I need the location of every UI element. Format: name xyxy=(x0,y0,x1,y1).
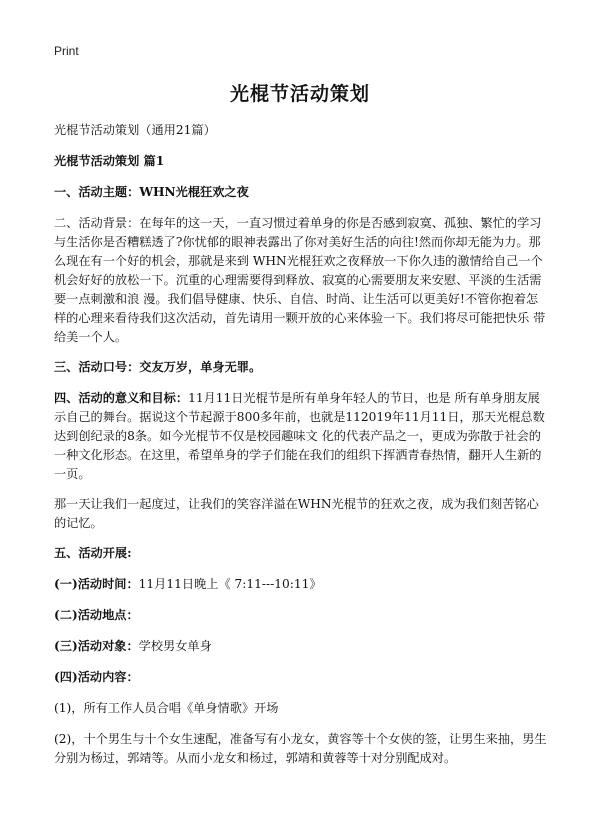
section-heading: 光棍节活动策划 篇1 xyxy=(54,154,165,168)
document-body xyxy=(54,121,550,779)
time-label: (一)活动时间： xyxy=(54,577,139,591)
document-subtitle: 光棍节活动策划（通用21篇） xyxy=(54,123,216,137)
print-link[interactable]: Print xyxy=(54,44,79,58)
significance-paragraph xyxy=(54,389,550,484)
theme-paragraph xyxy=(54,183,550,202)
theme-text: WHN光棍狂欢之夜 xyxy=(139,185,249,199)
closing-paragraph: 那一天让我们一起度过，让我们的笑容洋溢在WHN光棍节的狂欢之夜，成为我们刻苦铭心的记忆。 xyxy=(54,497,539,530)
content-item-2: (2)，十个男生与十个女生速配，准备写有小龙女，黄容等十个女侠的签，让男生来抽，男生分别为杨过，郭靖等。从而小龙女和杨过，郭靖和黄蓉等十对分别配成对。 xyxy=(54,732,547,765)
slogan-paragraph: 三、活动口号：交友万岁，单身无罪。 xyxy=(54,360,262,374)
audience-paragraph xyxy=(54,637,550,656)
audience-text: 学校男女单身 xyxy=(138,639,212,653)
theme-label: 一、活动主题： xyxy=(54,185,140,199)
content-heading: (四)活动内容： xyxy=(54,670,139,684)
location-label: (二)活动地点： xyxy=(54,608,139,622)
page-title: 光棍节活动策划 xyxy=(229,83,370,105)
time-text: 11月11日晚上《 7:11---10:11》 xyxy=(138,577,322,591)
significance-label: 四、活动的意义和目标： xyxy=(54,391,189,405)
time-paragraph xyxy=(54,575,550,594)
background-paragraph: 二、活动背景：在每年的这一天，一直习惯过着单身的你是否感到寂寞、孤独、繁忙的学习与生活你是否糟糕透了?你忧郁的眼神表露出了你对美好生活的向往!然而你却无能为力。那么现在有一个好的机会，那就是来到 WHN光棍狂欢之夜释放一下你久违的激情给自己一个机会好好的放松一下。沉重的心理需要得到释放、寂寞的心需要朋友来安慰、平淡的生活需要一点刺激和浪 漫。我们倡导健康、快乐、自信、时尚、让生活可以更美好!不管你抱着怎样的心理来看待我们这次活动，首先请用一颗开放的心来体验一下。我们将尽可能把快乐 带给美一个人。 xyxy=(54,216,546,344)
audience-label: (三)活动对象： xyxy=(54,639,139,653)
significance-text: 11月11日光棍节是所有单身年轻人的节日，也是 所有单身朋友展示自己的舞台。据说这个节起源于800多年前，也就是112019年11月11日，那天光棍总数达到创纪录的8条。如今光棍节不仅是校园趣味文 化的代表产品之一，更成为弥散于社会的一种文化形态。在这里，希望单身的学子们能在我们的组织下挥洒青春热情，翻开人生新的一页。 xyxy=(54,391,545,481)
content-item-1: (1)，所有工作人员合唱《单身情歌》开场 xyxy=(54,701,279,715)
location-paragraph xyxy=(54,606,550,625)
development-heading: 五、活动开展: xyxy=(54,546,132,560)
